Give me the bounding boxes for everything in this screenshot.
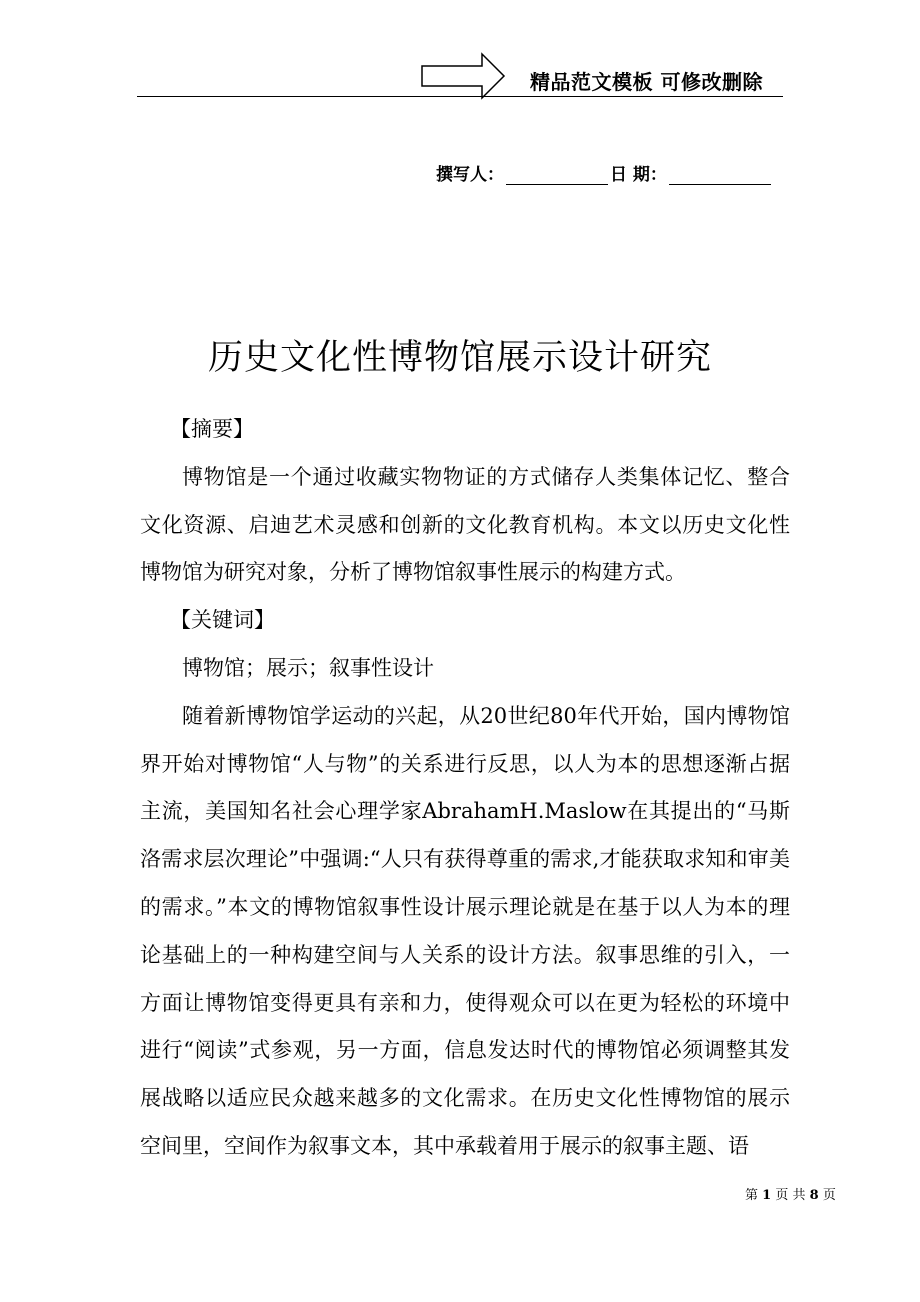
- date-label: 日 期：: [610, 165, 667, 185]
- abstract-paragraph: 博物馆是一个通过收藏实物物证的方式储存人类集体记忆、整合文化资源、启迪艺术灵感和创新的文化教育机构。本文以历史文化性博物馆为研究对象，分析了博物馆叙事性展示的构建方式。: [140, 464, 790, 585]
- footer-middle: 页 共: [775, 1188, 806, 1203]
- author-date-line: [436, 160, 773, 185]
- keywords-heading: 【关键词】: [170, 608, 275, 633]
- date-blank-field: [669, 164, 771, 185]
- arrow-icon: [420, 52, 506, 100]
- template-banner: 精品范文模板 可修改删除: [530, 70, 763, 94]
- document-title: 历史文化性博物馆展示设计研究: [207, 338, 712, 378]
- header-divider: [137, 96, 783, 97]
- author-label: 撰写人：: [436, 165, 504, 185]
- keywords-paragraph: 博物馆；展示；叙事性设计: [182, 655, 434, 680]
- body-paragraph: 随着新博物馆学运动的兴起，从20世纪80年代开始，国内博物馆界开始对博物馆“人与物”的关系进行反思，以人为本的思想逐渐占据主流，美国知名社会心理学家AbrahamH.Maslow在其提出的“马斯洛需求层次理论”中强调:“人只有获得尊重的需求,才能获取求知和审美的需求。”本文的博物馆叙事性设计展示理论就是在基于以人为本的理论基础上的一种构建空间与人关系的设计方法。叙事思维的引入，一方面让博物馆变得更具有亲和力，使得观众可以在更为轻松的环境中进行“阅读”式参观，另一方面，信息发达时代的博物馆必须调整其发展战略以适应民众越来越多的文化需求。在历史文化性博物馆的展示空间里，空间作为叙事文本，其中承载着用于展示的叙事主题、语: [140, 703, 790, 1158]
- document-body: [140, 406, 790, 1171]
- footer-suffix: 页: [822, 1188, 836, 1203]
- total-page-count: 8: [809, 1188, 819, 1203]
- footer-prefix: 第: [745, 1188, 759, 1203]
- author-blank-field: [506, 164, 608, 185]
- page-number-footer: [745, 1184, 836, 1203]
- abstract-heading: 【摘要】: [170, 417, 254, 441]
- current-page-number: 1: [762, 1188, 772, 1203]
